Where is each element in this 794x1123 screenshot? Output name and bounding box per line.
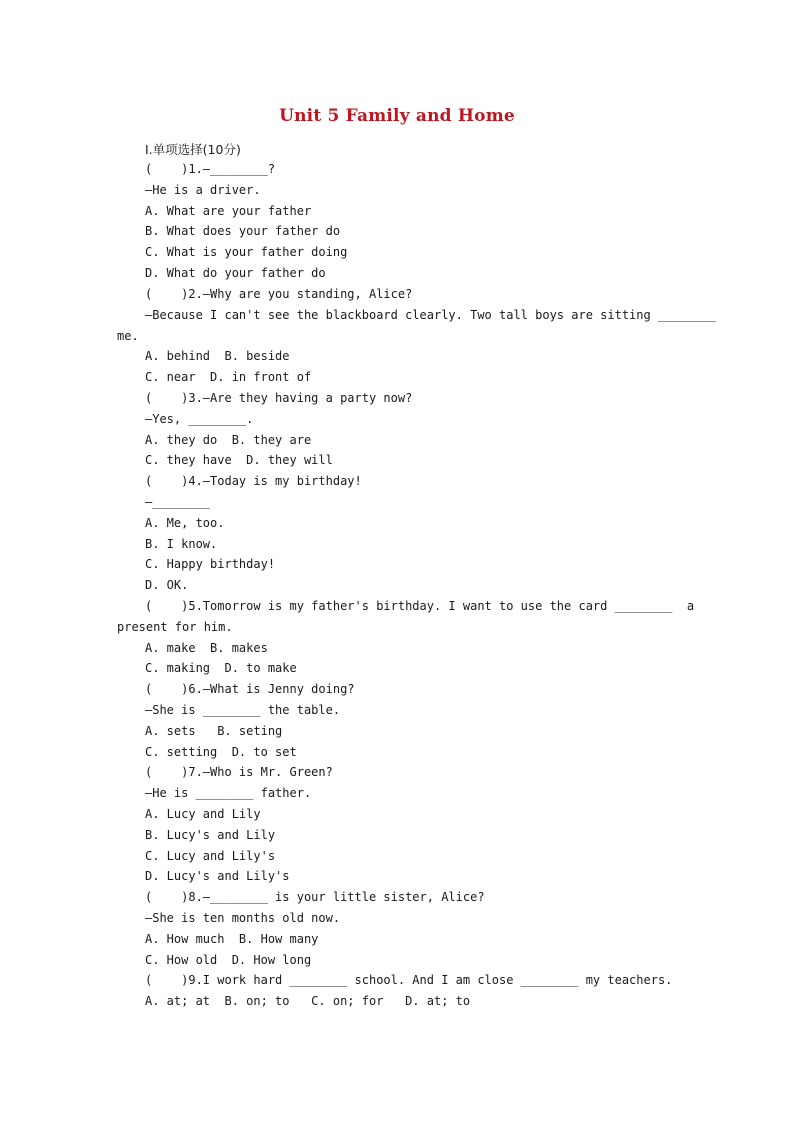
text-line: ( )9.I work hard ________ school. And I am close ________ my teachers.	[145, 973, 673, 987]
text-line: —Because I can't see the blackboard clearly. Two tall boys are sitting ________	[145, 308, 716, 322]
text-line: B. I know.	[145, 537, 218, 551]
text-line: C. How old D. How long	[145, 953, 312, 967]
text-line: A. Lucy and Lily	[145, 807, 261, 821]
text-line: A. Me, too.	[145, 516, 225, 530]
text-line: C. setting D. to set	[145, 745, 297, 759]
text-line: A. sets B. seting	[145, 724, 283, 738]
text-line: ( )4.—Today is my birthday!	[145, 474, 362, 488]
page-title: Unit 5 Family and Home	[279, 106, 515, 126]
text-line: —He is ________ father.	[145, 786, 312, 800]
text-line: A. make B. makes	[145, 641, 268, 655]
text-line: ( )6.—What is Jenny doing?	[145, 682, 355, 696]
text-line: C. Happy birthday!	[145, 557, 276, 571]
text-line: D. OK.	[145, 578, 189, 592]
text-line: A. What are your father	[145, 204, 312, 218]
text-line: D. Lucy's and Lily's	[145, 869, 290, 883]
text-line: —She is ten months old now.	[145, 911, 341, 925]
text-line: —She is ________ the table.	[145, 703, 341, 717]
text-line: C. What is your father doing	[145, 245, 348, 259]
text-line: ( )7.—Who is Mr. Green?	[145, 765, 333, 779]
text-line: B. What does your father do	[145, 224, 341, 238]
text-line: ( )1.—________?	[145, 162, 276, 176]
text-line: A. they do B. they are	[145, 433, 312, 447]
text-line: C. making D. to make	[145, 661, 297, 675]
text-line: me.	[117, 329, 139, 343]
text-line: A. How much B. How many	[145, 932, 319, 946]
text-line: C. near D. in front of	[145, 370, 312, 384]
text-line: —He is a driver.	[145, 183, 261, 197]
text-line: B. Lucy's and Lily	[145, 828, 276, 842]
text-line: ( )5.Tomorrow is my father's birthday. I want to use the card ________ a	[145, 599, 695, 613]
section-heading: Ⅰ.单项选择(10分)	[145, 142, 241, 157]
text-line: D. What do your father do	[145, 266, 326, 280]
text-line: C. Lucy and Lily's	[145, 849, 276, 863]
text-line: A. at; at B. on; to C. on; for D. at; to	[145, 994, 471, 1008]
text-line: C. they have D. they will	[145, 453, 333, 467]
text-line: —Yes, ________.	[145, 412, 254, 426]
text-line: ( )8.—________ is your little sister, Alice?	[145, 890, 485, 904]
text-line: A. behind B. beside	[145, 349, 290, 363]
text-line: ( )2.—Why are you standing, Alice?	[145, 287, 413, 301]
text-line: —________	[145, 495, 211, 509]
text-line: ( )3.—Are they having a party now?	[145, 391, 413, 405]
text-line: present for him.	[117, 620, 233, 634]
